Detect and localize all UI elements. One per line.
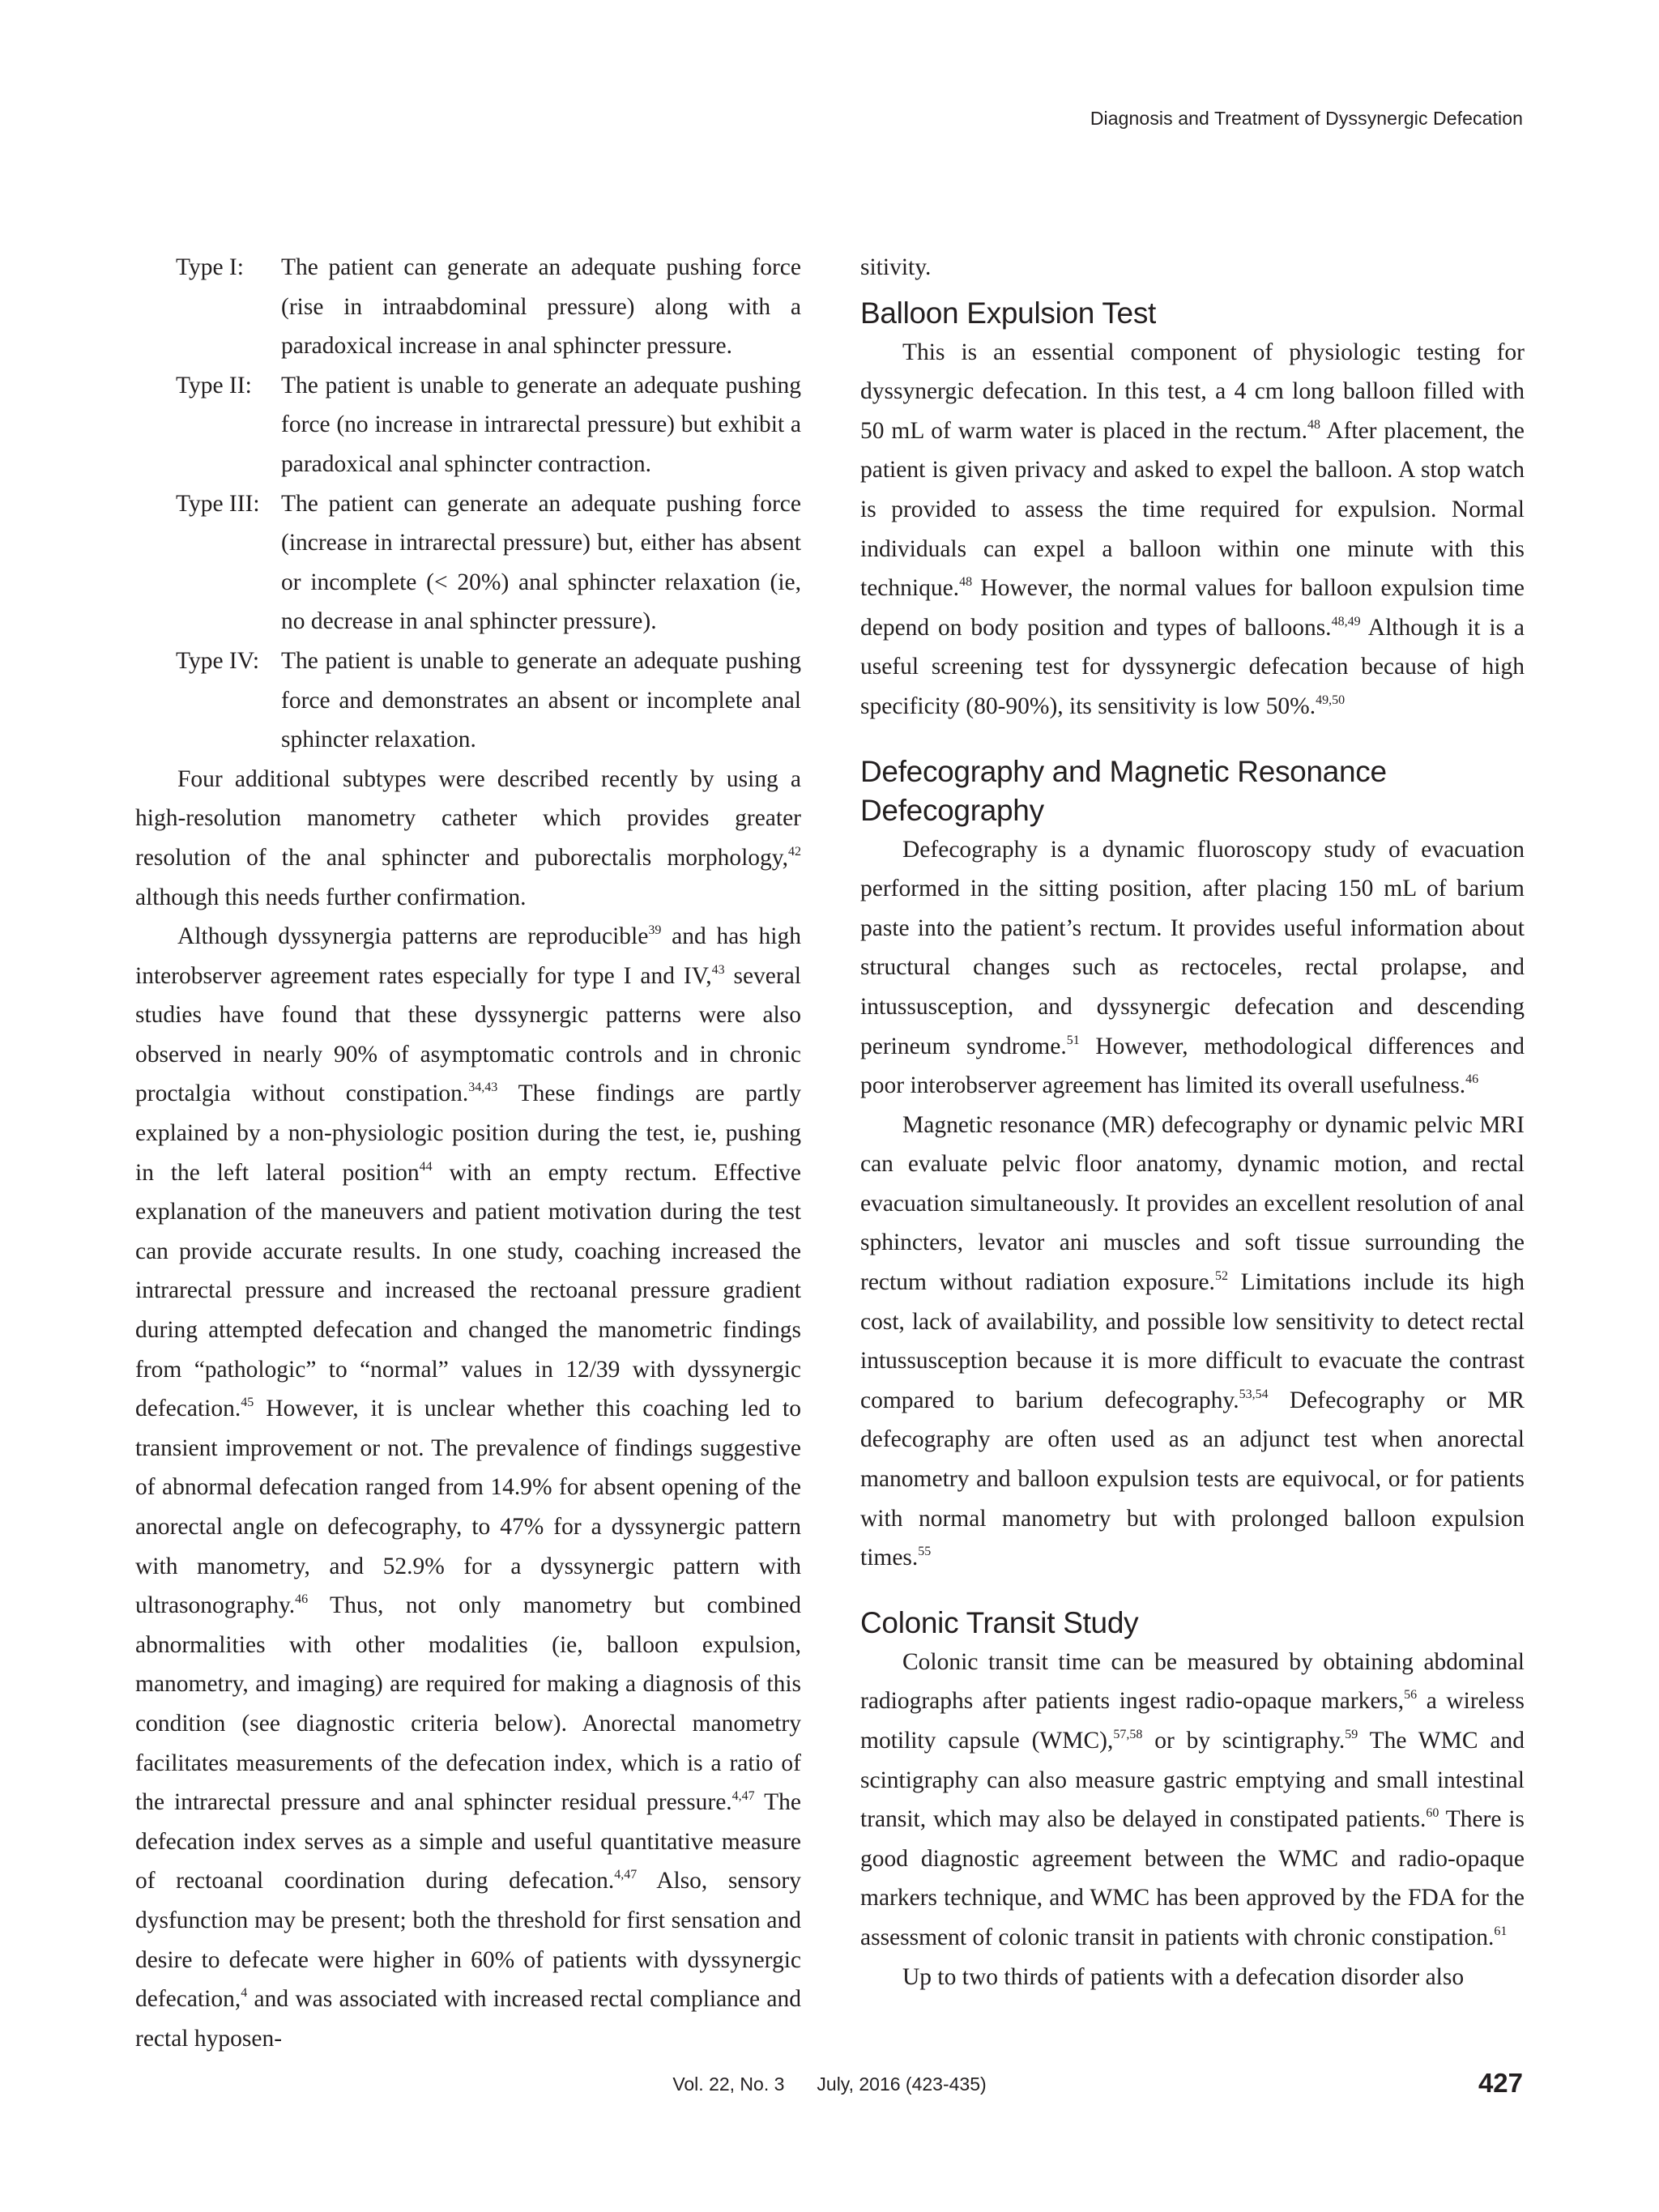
citation: 39 <box>648 923 662 938</box>
citation: 51 <box>1066 1033 1080 1047</box>
citation: 46 <box>295 1592 309 1607</box>
paragraph-subtypes: Four additional subtypes were described recently by using a high-resolution manometry catheter which provides greater resolution of the anal sphincter and puborectalis morphology,$^{42}$ although this needs further confirmation. <box>135 765 801 910</box>
citation: 44 <box>419 1159 433 1174</box>
footer-volume-info <box>0 2073 1659 2095</box>
heading-colonic-transit-study: Colonic Transit Study <box>860 1605 1139 1639</box>
paragraph-defecography: Defecography is a dynamic fluoroscopy study of evacuation performed in the sitting position, after placing 150 mL of barium paste into the patient’s rectum. It provides useful information about structural changes such as rectoceles, rectal prolapse, and intussusception, and dyssynergic defecation and descending perineum syndrome.$^{51}$ However, methodological differences and poor interobserver agreement has limited its overall usefulness.$^{46}$ <box>860 836 1525 1099</box>
citation: 4,47 <box>731 1789 755 1804</box>
type-label: Type I: <box>176 254 244 280</box>
citation: 46 <box>1465 1072 1479 1087</box>
type-label: Type II: <box>176 372 252 399</box>
citation: 4,47 <box>614 1868 638 1882</box>
page-number: 427 <box>1478 2068 1523 2098</box>
citation: 42 <box>788 844 801 859</box>
type-label: Type III: <box>176 490 260 517</box>
citation: 59 <box>1345 1728 1358 1741</box>
type-description: The patient is unable to generate an adequate pushing force (no increase in intrarectal pressure) but exhibit a paradoxical anal sphincter contraction. <box>281 372 801 477</box>
citation: 43 <box>711 962 725 977</box>
type-description: The patient is unable to generate an adequate pushing force and demonstrates an absent or incomplete anal sphincter relaxation. <box>281 647 801 753</box>
paragraph-defecation-disorder: Up to two thirds of patients with a defecation disorder also <box>902 1963 1465 1990</box>
type-description: The patient can generate an adequate pushing force (rise in intraabdominal pressure) along with a paradoxical increase in anal sphincter pressure. <box>281 254 801 360</box>
type-description: The patient can generate an adequate pushing force (increase in intrarectal pressure) but, either has absent or incomplete (< 20%) anal sphincter relaxation (ie, no decrease in anal sphincter pressure). <box>281 490 801 635</box>
citation: 57,58 <box>1113 1728 1143 1741</box>
citation: 56 <box>1404 1688 1418 1703</box>
type-item <box>135 484 801 641</box>
type-label: Type IV: <box>176 647 260 674</box>
paragraph-balloon-expulsion: This is an essential component of physiologic testing for dyssynergic defecation. In this test, a 4 cm long balloon filled with 50 mL of warm water is placed in the rectum.$^{48}$ After placement, the patient is given privacy and asked to expel the balloon. A stop watch is provided to assess the time required for expulsion. Normal individuals can expel a balloon within one minute with this technique.$^{48}$ However, the normal values for balloon expulsion time depend on body position and types of balloons.$^{48,49}$ Although it is a useful screening test for dyssynergic defecation because of high specificity (80-90%), its sensitivity is low 50%.$^{49,50}$ <box>860 339 1525 719</box>
citation: 52 <box>1214 1269 1228 1284</box>
volume-number: Vol. 22, No. 3 <box>672 2073 785 2095</box>
dyssynergia-type-list <box>135 248 801 760</box>
paragraph-dyssynergia-patterns: Although dyssynergia patterns are reproducible$^{39}$ and has high interobserver agreement rates especially for type I and IV,$^{43}$ several studies have found that these dyssynergic patterns were also observed in nearly 90% of asymptomatic controls and in chronic proctalgia without constipation.$^{34,43}$ These findings are partly explained by a non-physiologic position during the test, ie, pushing in the left lateral position$^{44}$ with an empty rectum. Effective explanation of the maneuvers and patient motivation during the test can provide accurate results. In one study, coaching increased the intrarectal pressure and increased the rectoanal pressure gradient during attempted defecation and changed the manometric findings from “pathologic” to “normal” values in 12/39 with dyssynergic defecation.$^{45}$ However, it is unclear whether this coaching led to transient improvement or not. The prevalence of findings suggestive of abnormal defecation ranged from 14.9% for absent opening of the anorectal angle on defecography, to 47% for a dyssynergic pattern with manometry, and 52.9% for a dyssynergic pattern with ultrasonography.$^{46}$ Thus, not only manometry but combined abnormalities with other modalities (ie, balloon expulsion, manometry, and imaging) are required for making a diagnosis of this condition (see diagnostic criteria below). Anorectal manometry facilitates measurements of the defecation index, which is a ratio of the intrarectal pressure and anal sphincter residual pressure.$^{4,47}$ The defecation index serves as a simple and useful quantitative measure of rectoanal coordination during defecation.$^{4,47}$ Also, sensory dysfunction may be present; both the threshold for first sensation and desire to defecate were higher in 60% of patients with dyssynergic defecation,$^4$ and was associated with increased rectal compliance and rectal hyposen- <box>135 923 802 2052</box>
citation: 55 <box>918 1545 932 1559</box>
heading-defecography: Defecography and Magnetic Resonance Defecography <box>860 754 1387 827</box>
citation: 48 <box>959 575 973 590</box>
citation: 60 <box>1426 1806 1439 1821</box>
paragraph-colonic-transit: Colonic transit time can be measured by obtaining abdominal radiographs after patients ingest radio-opaque markers,$^{56}$ a wireless motility capsule (WMC),$^{57,58}$ or by scintigraphy.$^{59}$ The WMC and scintigraphy can also measure gastric emptying and small intestinal transit, which may also be delayed in constipated patients.$^{60}$ There is good diagnostic agreement between the WMC and radio-opaque markers technique, and WMC has been approved by the FDA for the assessment of colonic transit in patients with chronic constipation.$^{61}$ <box>860 1648 1525 1950</box>
citation: 61 <box>1494 1924 1508 1938</box>
continuation-text: sitivity. <box>860 254 932 280</box>
type-item <box>135 641 801 760</box>
paragraph-mr-defecography: Magnetic resonance (MR) defecography or dynamic pelvic MRI can evaluate pelvic floor anatomy, dynamic motion, and rectal evacuation simultaneously. It provides an excellent resolution of anal sphincters, levator ani muscles and soft tissue surrounding the rectum without radiation exposure.$^{52}$ Limitations include its high cost, lack of availability, and possible low sensitivity to detect rectal intussusception because it is more difficult to evacuate the contrast compared to barium defecography.$^{53,54}$ Defecography or MR defecography are often used as an adjunct test when anorectal manometry and balloon expulsion tests are equivocal, or for patients with normal manometry but with prolonged balloon expulsion times.$^{55}$ <box>860 1111 1525 1571</box>
type-item <box>135 366 801 484</box>
type-item <box>135 248 801 366</box>
running-title: Diagnosis and Treatment of Dyssynergic Defecation <box>1090 108 1523 129</box>
citation: 34,43 <box>468 1080 498 1095</box>
right-column <box>860 248 1525 1997</box>
citation: 45 <box>241 1396 254 1410</box>
left-column <box>135 248 801 2058</box>
citation: 49,50 <box>1316 693 1346 707</box>
citation: 4 <box>241 1986 248 2001</box>
citation: 53,54 <box>1239 1387 1269 1401</box>
issue-date: July, 2016 (423-435) <box>817 2073 987 2095</box>
heading-balloon-expulsion-test: Balloon Expulsion Test <box>860 296 1157 330</box>
citation: 48 <box>1307 417 1320 432</box>
citation: 48,49 <box>1331 614 1361 629</box>
